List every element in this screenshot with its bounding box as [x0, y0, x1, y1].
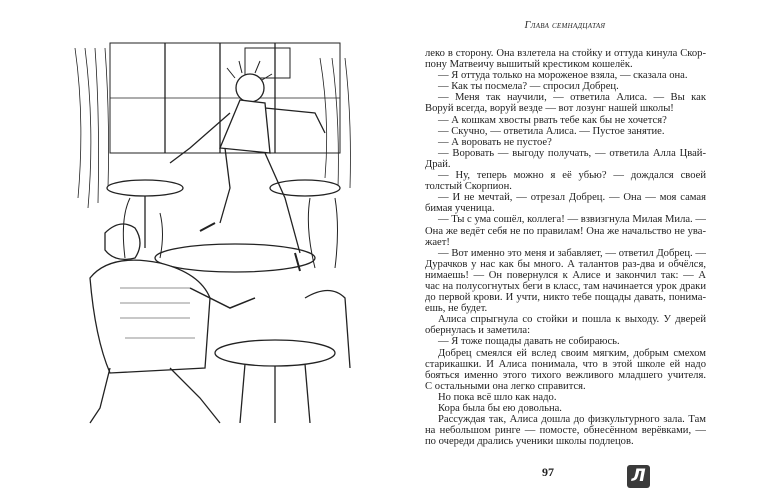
- text-line: ешь, не будет.: [425, 303, 488, 315]
- text-line: — А воровать не пустое?: [438, 136, 552, 148]
- text-line: — Скучно, — ответила Алиса. — Пустое занятие.: [438, 125, 665, 137]
- text-line: по очереди дрались ученики школы подлецов.: [425, 436, 634, 448]
- illustration-cafe-scene: [70, 38, 360, 428]
- text-line: жает!: [425, 236, 450, 248]
- text-line: до первой крови. И учти, никто тебе пощады давать, понима-: [425, 292, 706, 304]
- text-line: бимая ученица.: [425, 203, 495, 215]
- text-line: — Как ты посмела? — спросил Добрец.: [438, 81, 619, 93]
- text-line: Драй.: [425, 158, 451, 170]
- text-line: — Я оттуда только на мороженое взяла, — сказала она.: [438, 70, 688, 82]
- text-line: леко в сторону. Она взлетела на стойку и оттуда кинула Скор-: [425, 48, 706, 59]
- publisher-logo-icon: Л: [627, 465, 650, 488]
- text-line: Алиса спрыгнула со стойки и пошла к выходу. У дверей: [438, 314, 706, 326]
- text-line: — Я тоже пощады давать не собираюсь.: [438, 336, 620, 348]
- girl-figure: [170, 61, 325, 271]
- text-line: — И не мечтай, — отрезал Добрец. — Она — моя самая: [438, 192, 706, 204]
- text-line: — Вот именно это меня и забавляет, — ответил Добрец. —: [438, 247, 706, 259]
- text-line: Дурачков у нас как бы много. А талантов раз-два и обчёлся,: [425, 258, 706, 270]
- text-line: Воруй всегда, воруй везде — вот лозунг нашей школы!: [425, 103, 674, 115]
- text-line: час на полусогнутых беги в класс, там начинается урок драки: [425, 280, 706, 292]
- text-line: — Воровать — выгоду получать, — ответила Алла Цвай-: [438, 147, 706, 159]
- page-number: 97: [542, 465, 554, 479]
- text-line: — Ну, теперь можно я её убью? — дождался своей: [438, 170, 706, 182]
- text-line: пону Матвеичу вышитый крестиком кошелёк.: [425, 59, 633, 71]
- text-line: Она же ведёт себя не по правилам! Она же начальство не ува-: [425, 225, 706, 237]
- text-line: обернулась и заметила:: [425, 325, 531, 337]
- text-line: Рассуждая так, Алиса дошла до физкультурного зала. Там: [438, 414, 706, 426]
- text-line: бояться именно этого тихого вежливого младшего учителя.: [425, 369, 706, 381]
- text-line: Добрец смеялся ей вслед своим мягким, добрым смехом: [438, 347, 706, 359]
- text-line: С остальными она легко справится.: [425, 380, 586, 392]
- text-line: на небольшом ринге — помосте, обнесённом верёвками, —: [425, 425, 706, 437]
- text-line: — Ты с ума сошёл, коллега! — взвизгнула Милая Мила. —: [438, 214, 706, 226]
- text-line: Но пока всё шло как надо.: [438, 391, 557, 403]
- text-line: старикашки. И Алиса понимала, что в этой школе ей надо: [425, 358, 706, 370]
- body-text: [425, 48, 706, 447]
- text-line: нимаешь! — Он повернулся к Алисе и закончил так: — А: [425, 269, 706, 281]
- text-line: Кора была бы ею довольна.: [438, 403, 562, 414]
- text-line: — А кошкам хвосты рвать тебе как бы не хочется?: [438, 114, 667, 126]
- text-line: — Меня так научили, — ответила Алиса. — Вы как: [438, 92, 706, 104]
- running-head: Глава семнадцатая: [524, 20, 606, 31]
- text-line: толстый Скорпион.: [425, 181, 512, 193]
